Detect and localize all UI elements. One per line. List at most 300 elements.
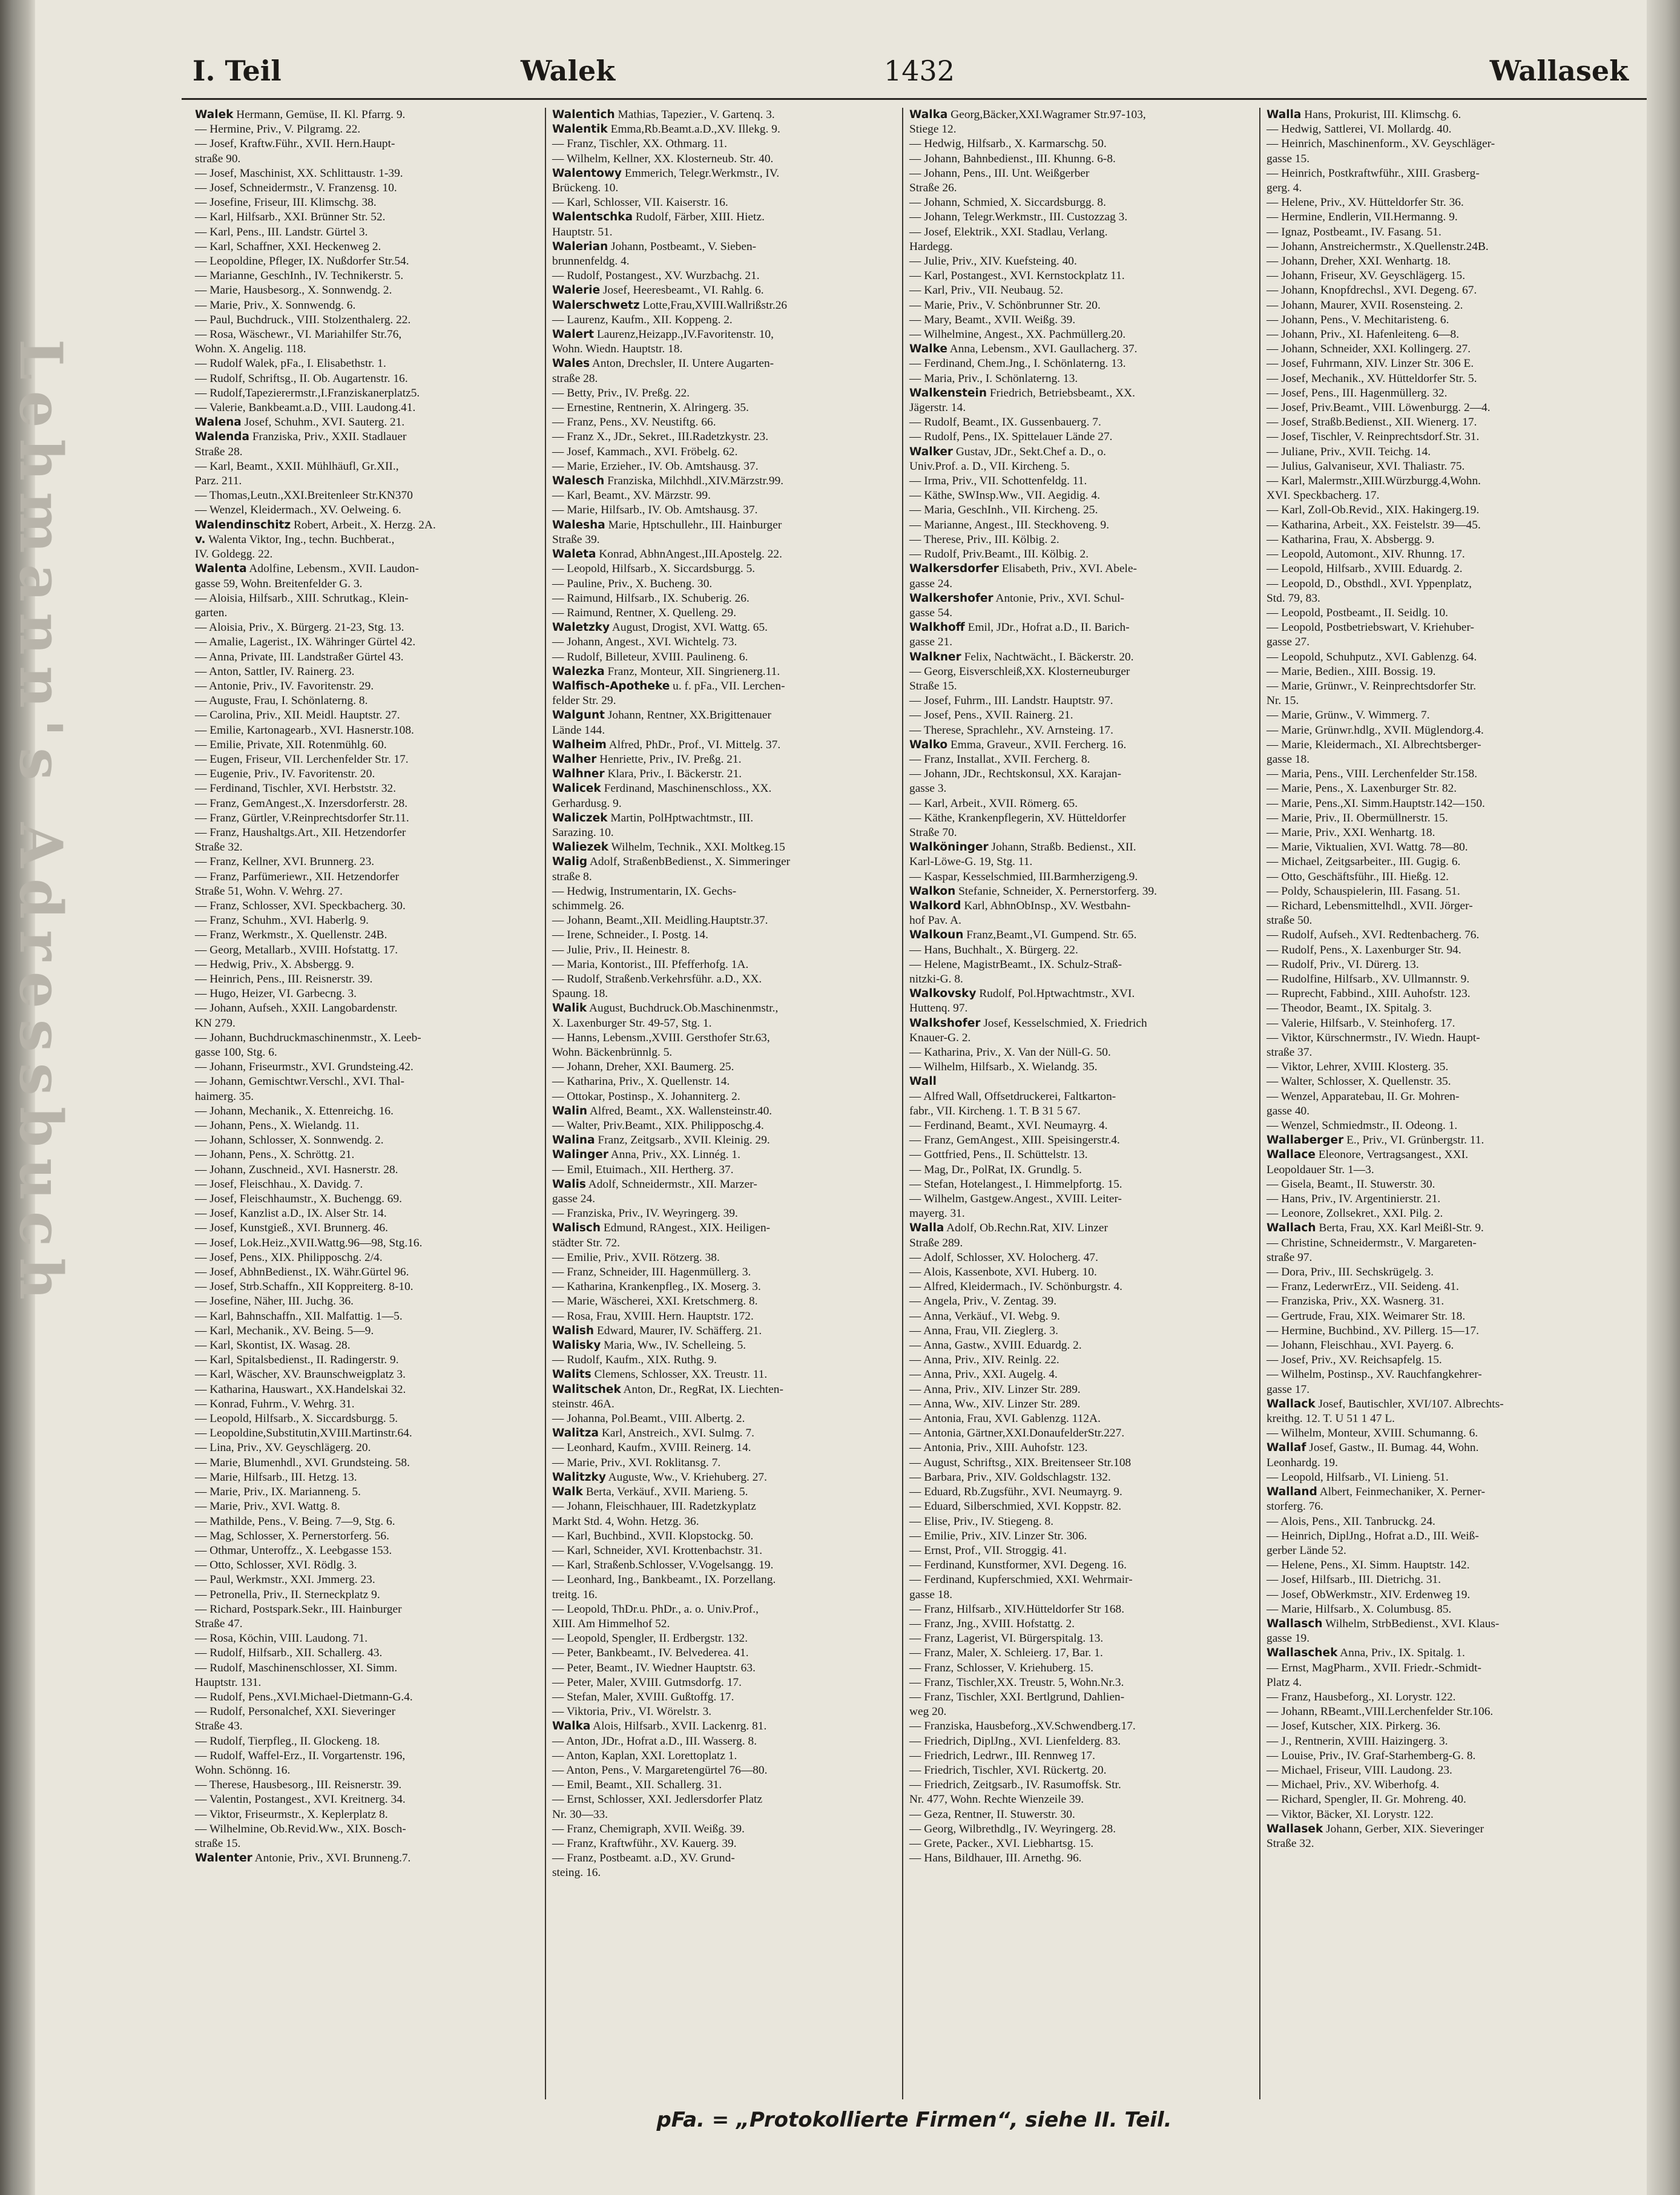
directory-entry: — Anna, Verkäuf., VI. Webg. 9. [909,1309,1060,1323]
directory-entry: Walitschek Anton, Dr., RegRat, IX. Liechten- [552,1383,783,1396]
page-edge [1647,0,1680,2195]
directory-entry: — Alfred Wall, Offsetdruckerei, Faltkarton- [909,1090,1116,1103]
directory-entry: Straße 32. [195,841,243,854]
directory-entry: Platz 4. [1267,1676,1302,1689]
directory-entry: — Josef, Lok.Heiz.,XVII.Wattg.96—98, Stg.16. [195,1236,423,1249]
directory-entry: Walin Alfred, Beamt., XX. Wallensteinstr.40. [552,1104,772,1117]
directory-entry: — Johann, Mechanik., X. Ettenreichg. 16. [195,1104,394,1117]
directory-entry: Walits Clemens, Schlosser, XX. Treustr. 11. [552,1368,768,1381]
directory-entry: — Leopold, Hilfsarb., X. Siccardsburgg. 5. [195,1412,398,1426]
directory-entry: — Karl, Schaffner, XXI. Heckenweg 2. [195,240,381,253]
directory-entry: — Anton, Kaplan, XXI. Lorettoplatz 1. [552,1749,737,1762]
directory-entry: — Franz, Installat., XVII. Fercherg. 8. [909,752,1090,766]
directory-entry: — Franz, Schneider, III. Hagenmüllerg. 3. [552,1266,751,1279]
directory-entry: — Julie, Priv., II. Heinestr. 8. [552,943,690,956]
directory-entry: Walhner Klara, Priv., I. Bäckerstr. 21. [552,768,742,781]
directory-entry: Walenta Adolfine, Lebensm., XVII. Laudon- [195,562,419,576]
directory-entry: — Karl, Bahnschaffn., XII. Malfattig. 1—5. [195,1309,403,1323]
directory-entry: — Mag, Schlosser, X. Pernerstorferg. 56. [195,1529,389,1542]
directory-entry: — Marie, Erzieher., IV. Ob. Amtshausg. 37. [552,459,759,473]
directory-entry: schimmelg. 26. [552,899,625,912]
directory-entry: — Barbara, Priv., XIV. Goldschlagstr. 132. [909,1470,1111,1484]
directory-entry: Karl-Löwe-G. 19, Stg. 11. [909,855,1033,869]
directory-entry: — Valerie, Bankbeamt.a.D., VIII. Laudong.41. [195,401,416,415]
directory-entry: — Josef, Hilfsarb., III. Dietrichg. 31. [1267,1573,1441,1587]
directory-entry: — Josef, Fuhrmann, XIV. Linzer Str. 306 E. [1267,357,1474,370]
directory-entry: — Stefan, Maler, XVIII. Gußtoffg. 17. [552,1690,734,1703]
directory-entry: Gerhardusg. 9. [552,797,622,810]
directory-entry: städter Str. 72. [552,1236,621,1249]
directory-entry: — Louise, Priv., IV. Graf-Starhemberg-G. 8. [1267,1749,1476,1762]
directory-entry: Straße 39. [552,533,600,546]
directory-entry: — Josef, Fleischhaumstr., X. Buchengg. 69. [195,1193,402,1206]
directory-entry: — Betty, Priv., IV. Preßg. 22. [552,386,690,400]
directory-entry: — Johann, Gemischtwr.Verschl., XVI. Thal- [195,1075,404,1088]
directory-entry: — Karl, Postangest., XVI. Kernstockplatz 11. [909,269,1125,283]
directory-entry: — Hedwig, Instrumentarin, IX. Gechs- [552,884,737,898]
directory-entry: Walenter Antonie, Priv., XVI. Brunneng.7. [195,1852,411,1865]
directory-entry: Brückeng. 10. [552,182,619,195]
directory-entry: — Franz, Pens., XV. Neustiftg. 66. [552,416,716,429]
directory-entry: gasse 24. [909,577,953,590]
directory-entry: — Käthe, Krankenpflegerin, XV. Hütteldorfer [909,811,1126,824]
directory-entry: — Josef, Kutscher, XIX. Pirkerg. 36. [1267,1720,1441,1733]
directory-entry: — Franz, Parfümeriewr., XII. Hetzendorfer [195,870,400,883]
directory-entry: — Marie, Hausbesorg., X. Sonnwendg. 2. [195,284,392,297]
directory-entry: — Marie, Priv., X. Sonnwendg. 6. [195,298,356,312]
directory-entry: — Rudolf, Waffel-Erz., II. Vorgartenstr. 196, [195,1749,406,1762]
directory-entry: — Julius, Galvaniseur, XVI. Thaliastr. 75. [1267,459,1465,473]
column-1 [195,108,538,2093]
directory-entry: — Kaspar, Kesselschmied, III.Barmherzigeng.9. [909,870,1138,883]
directory-entry: — Käthe, SWInsp.Ww., VII. Aegidig. 4. [909,489,1101,502]
directory-entry: — Johann, Pens., V. Mechitaristeng. 6. [1267,313,1449,326]
directory-entry: Walenda Franziska, Priv., XXII. Stadlauer [195,430,407,444]
directory-entry: — Johann, Dreher, XXI. Baumerg. 25. [552,1061,734,1074]
directory-entry: — J., Rentnerin, XVIII. Haizingerg. 3. [1267,1734,1448,1748]
directory-entry: Walher Henriette, Priv., IV. Preßg. 21. [552,752,742,766]
directory-entry: — Ernst, Prof., VII. Stroggig. 41. [909,1544,1067,1557]
directory-entry: — Karl, Beamt., XV. Märzstr. 99. [552,489,711,502]
directory-entry: — Rudolf, Priv., VI. Dürerg. 13. [1267,958,1419,971]
directory-entry: — Franz, GemAngest., XIII. Speisingerstr.4. [909,1134,1120,1147]
directory-entry: — Michael, Priv., XV. Wiberhofg. 4. [1267,1779,1440,1792]
directory-entry: Walek Hermann, Gemüse, II. Kl. Pfarrg. 9. [195,108,406,121]
directory-entry: Walert Laurenz,Heizapp.,IV.Favoritenstr. 10, [552,328,774,341]
directory-entry: — Franz, Hausbeforg., XI. Lorystr. 122. [1267,1690,1456,1703]
directory-entry: — Johann, Telegr.Werkmstr., III. Custozzag 3. [909,211,1128,224]
page-number: 1432 [884,54,955,87]
directory-entry: Wallaschek Anna, Priv., IX. Spitalg. 1. [1267,1647,1465,1660]
directory-entry: — Karl, Priv., VII. Neubaug. 52. [909,284,1064,297]
directory-entry: — Antonia, Gärtner,XXI.DonaufelderStr.227. [909,1427,1125,1440]
directory-entry: Walitza Karl, Anstreich., XVI. Sulmg. 7. [552,1427,754,1440]
directory-entry: — Anton, Pens., V. Margaretengürtel 76—80. [552,1763,768,1777]
directory-entry: — Johann, Friseurmstr., XVI. Grundsteing.42. [195,1061,413,1074]
directory-entry: — Eduard, Silberschmied, XVI. Koppstr. 82. [909,1500,1122,1513]
directory-entry: — Katharina, Priv., X. Quellenstr. 14. [552,1075,730,1088]
directory-entry: — Hermine, Endlerin, VII.Hermanng. 9. [1267,211,1458,224]
directory-entry: — Johann, Beamt.,XII. Meidling.Hauptstr.37. [552,914,768,927]
directory-entry: — Josefine, Friseur, III. Klimschg. 38. [195,196,377,209]
directory-entry: — Karl, Beamt., XXII. Mühlhäufl, Gr.XII., [195,459,399,473]
directory-entry: Wales Anton, Drechsler, II. Untere Augarten- [552,357,774,370]
directory-entry: — Paul, Buchdruck., VIII. Stolzenthalerg. 22. [195,313,411,326]
directory-entry: — Hanns, Lebensm.,XVIII. Gersthofer Str.63, [552,1031,770,1044]
directory-entry: — Raimund, Rentner, X. Quelleng. 29. [552,606,737,619]
directory-entry: — Franz, Chemigraph, XVII. Weißg. 39. [552,1822,745,1835]
directory-entry: Wall [909,1075,937,1088]
directory-entry: — Marie, Hilfsarb., IV. Ob. Amtshausg. 37. [552,504,758,517]
directory-entry: — Paul, Werkmstr., XXI. Jmmerg. 23. [195,1573,375,1587]
directory-entry: — Michael, Zeitgsarbeiter., III. Gugig. 6. [1267,855,1461,869]
directory-entry: Walheim Alfred, PhDr., Prof., VI. Mittelg. 37. [552,738,781,751]
directory-entry: — Rudolf, Beamt., IX. Gussenbauerg. 7. [909,416,1101,429]
directory-entry: — Richard, Spengler, II. Gr. Mohreng. 40. [1267,1793,1466,1806]
directory-entry: — Rudolf, Pens., X. Laxenburger Str. 94. [1267,943,1461,956]
directory-entry: Nr. 30—33. [552,1808,608,1821]
directory-entry: — Julie, Priv., XIV. Kuefsteing. 40. [909,255,1077,268]
directory-entry: — Josef, Schneidermstr., V. Franzensg. 10. [195,182,397,195]
directory-entry: — Peter, Bankbeamt., IV. Belvederea. 41. [552,1647,749,1660]
directory-entry: Walig Adolf, StraßenbBedienst., X. Simmeringer [552,855,791,869]
directory-entry: — Josef, Kunstgieß., XVI. Brunnerg. 46. [195,1222,389,1235]
directory-entry: — Theodor, Beamt., IX. Spitalg. 3. [1267,1002,1432,1015]
directory-entry: — Konrad, Fuhrm., V. Wehrg. 31. [195,1397,355,1410]
directory-entry: gasse 19. [1267,1632,1310,1645]
directory-entry: — Josef, Pens., III. Hagenmüllerg. 32. [1267,386,1448,400]
directory-entry: — Marie, Grünw., V. Wimmerg. 7. [1267,709,1430,722]
directory-entry: — Karl, Hilfsarb., XXI. Brünner Str. 52. [195,211,386,224]
directory-entry: — Petronella, Priv., II. Sterneckplatz 9. [195,1588,380,1601]
directory-entry: — Marie, Priv., XXI. Wenhartg. 18. [1267,826,1435,839]
directory-entry: Walitzky Auguste, Ww., V. Kriehuberg. 27. [552,1470,767,1484]
directory-entry: Walkersdorfer Elisabeth, Priv., XVI. Abele- [909,562,1138,576]
directory-entry: — Walter, Schlosser, X. Quellenstr. 35. [1267,1075,1451,1088]
directory-entry: — Marie, Viktualien, XVI. Wattg. 78—80. [1267,841,1468,854]
directory-entry: — Marie, Grünwr., V. Reinprechtsdorfer Str. [1267,679,1477,693]
directory-entry: Leopoldauer Str. 1—3. [1267,1163,1374,1176]
directory-entry: — Anna, Priv., XXI. Augelg. 4. [909,1368,1058,1381]
directory-page [182,54,1647,2161]
directory-entry: — Helene, Priv., XV. Hütteldorfer Str. 36. [1267,196,1464,209]
directory-entry: — Hedwig, Priv., X. Absbergg. 9. [195,958,354,971]
directory-entry: Hauptstr. 51. [552,225,613,239]
directory-entry: — Marie, Blumenhdl., XVI. Grundsteing. 58. [195,1456,410,1469]
directory-entry: — Rosa, Frau, XVIII. Hern. Hauptstr. 172. [552,1309,754,1323]
directory-entry: — Aloisia, Hilfsarb., XIII. Schrutkag., Klein- [195,591,409,605]
header-rule [182,98,1647,100]
directory-entry: — Katharina, Frau, X. Absbergg. 9. [1267,533,1435,546]
directory-entry: — Ferdinand, Kupferschmied, XXI. Wehrmair- [909,1573,1133,1587]
directory-entry: — Karl, Pens., III. Landstr. Gürtel 3. [195,225,368,239]
directory-entry: Walisky Maria, Ww., IV. Schelleing. 5. [552,1339,746,1352]
directory-entry: — Rudolf, Hilfsarb., XII. Schallerg. 43. [195,1647,383,1660]
right-catchword: Wallasek [1489,54,1629,87]
directory-entry: — Heinrich, Postkraftwführ., XIII. Grasberg- [1267,166,1480,180]
directory-entry: — Franz, Tischler,XX. Treustr. 5, Wohn.Nr.3. [909,1676,1124,1689]
directory-entry: — Marie, Priv., IX. Marianneng. 5. [195,1486,361,1499]
directory-entry: Walkershofer Antonie, Priv., XVI. Schul- [909,591,1125,605]
directory-entry: IV. Goldegg. 22. [195,548,273,561]
directory-entry: gasse 15. [1267,152,1310,165]
directory-entry: — Johann, JDr., Rechtskonsul, XX. Karajan- [909,768,1122,781]
directory-entry: — Antonia, Priv., XIII. Auhofstr. 123. [909,1441,1088,1455]
directory-entry: — Johann, Angest., XVI. Wichtelg. 73. [552,636,737,649]
directory-entry: — Ferdinand, Kunstformer, XVI. Degeng. 16. [909,1559,1127,1572]
directory-entry: v. Walenta Viktor, Ing., techn. Buchberat., [195,533,395,546]
directory-entry: — Katharina, Hauswart., XX.Handelskai 32. [195,1383,406,1396]
directory-entry: Waletzky August, Drogist, XVI. Wattg. 65. [552,621,768,634]
directory-entry: — Gertrude, Frau, XIX. Weimarer Str. 18. [1267,1309,1466,1323]
column-3 [909,108,1252,2093]
directory-entry: — Rudolf, Pens., IX. Spittelauer Lände 27. [909,430,1113,444]
directory-entry: Waliczek Martin, PolHptwachtmstr., III. [552,811,754,824]
directory-entry: — Karl, Mechanik., XV. Being. 5—9. [195,1324,374,1337]
directory-entry: — Viktor, Lehrer, XVIII. Klosterg. 35. [1267,1061,1449,1074]
directory-entry: — Franz, Schuhm., XVI. Haberlg. 9. [195,914,369,927]
directory-entry: Univ.Prof. a. D., VII. Kircheng. 5. [909,459,1070,473]
directory-entry: — Peter, Maler, XVIII. Gutmsdorfg. 17. [552,1676,742,1689]
directory-entry: — Anton, Sattler, IV. Rainerg. 23. [195,665,355,678]
directory-entry: — Johann, Schmied, X. Siccardsburgg. 8. [909,196,1106,209]
directory-entry: — Alfred, Kleidermach., IV. Schönburgstr. 4. [909,1280,1123,1294]
directory-entry: — Josef, Priv., XV. Reichsapfelg. 15. [1267,1354,1442,1367]
directory-entry: — Richard, Lebensmittelhdl., XVII. Jörger- [1267,899,1473,912]
directory-entry: — Leopold, Schuhputz., XVI. Gablenzg. 64. [1267,650,1477,663]
directory-entry: — Rudolf, Pens.,XVI.Michael-Dietmann-G.4. [195,1690,413,1703]
directory-entry: — Friedrich, Zeitgsarb., IV. Rasumoffsk. Str. [909,1779,1121,1792]
directory-entry: Wohn. Schönng. 16. [195,1763,291,1777]
column-divider [902,108,903,2099]
directory-entry: haimerg. 35. [195,1090,254,1103]
directory-entry: — Wilhelmine, Ob.Revid.Ww., XIX. Bosch- [195,1822,406,1835]
directory-entry: — Michael, Friseur, VIII. Laudong. 23. [1267,1763,1452,1777]
directory-entry: — Rudolfine, Hilfsarb., XV. Ullmannstr. 9. [1267,972,1470,986]
directory-entry: — Hans, Bildhauer, III. Arnethg. 96. [909,1852,1082,1865]
directory-entry: — Rudolf Walek, pFa., I. Elisabethstr. 1. [195,357,386,370]
directory-entry: — Josef, AbhnBedienst., IX. Währ.Gürtel 96. [195,1266,409,1279]
directory-entry: — Rudolf, Billeteur, XVIII. Paulineng. 6. [552,650,748,663]
directory-entry: — Leonhard, Kaufm., XVIII. Reinerg. 14. [552,1441,751,1455]
directory-entry: — Marie, Hilfsarb., III. Hetzg. 13. [195,1470,357,1484]
directory-entry: — Marie, Bedien., XIII. Bossig. 19. [1267,665,1436,678]
directory-entry: straße 15. [195,1837,241,1850]
directory-entry: Straße 70. [909,826,957,839]
column-divider [1259,108,1260,2099]
directory-entry: — Leopold, Postbeamt., II. Seidlg. 10. [1267,606,1448,619]
directory-entry: — Wilhelm, Gastgew.Angest., XVIII. Leiter- [909,1193,1122,1206]
directory-entry: — Antonie, Priv., IV. Favoritenstr. 29. [195,679,374,693]
directory-entry: gasse 18. [909,1588,953,1601]
directory-entry: — Anna, Gastw., XVIII. Eduardg. 2. [909,1339,1082,1352]
directory-entry: Walerie Josef, Heeresbeamt., VI. Rahlg. 6. [552,284,764,297]
directory-entry: — Grete, Packer., XVI. Liebhartsg. 15. [909,1837,1094,1850]
directory-entry: Walentich Mathias, Tapezier., V. Gartenq. 3. [552,108,775,121]
directory-entry: gasse 21. [909,636,953,649]
directory-entry: — Emil, Beamt., XII. Schallerg. 31. [552,1779,722,1792]
directory-entry: — Franz, Maler, X. Schleierg. 17, Bar. 1. [909,1647,1103,1660]
directory-entry: — Wilhelm, Kellner, XX. Klosterneub. Str. 40. [552,152,774,165]
directory-entry: — Valerie, Hilfsarb., V. Steinhoferg. 17. [1267,1016,1455,1030]
directory-entry: — Leopoldine, Pfleger, IX. Nußdorfer Str.54. [195,255,409,268]
directory-entry: — Marie, Pens., X. Laxenburger Str. 82. [1267,782,1457,795]
directory-entry: treitg. 16. [552,1588,598,1601]
directory-entry: Walland Albert, Feinmechaniker, X. Perner- [1267,1486,1486,1499]
directory-entry: — Maria, GeschInh., VII. Kircheng. 25. [909,504,1098,517]
directory-entry: — Leonore, Zollsekret., XXI. Pilg. 2. [1267,1207,1443,1220]
directory-entry: weg 20. [909,1705,947,1719]
directory-entry: — Franziska, Priv., IV. Weyringerg. 39. [552,1207,738,1220]
directory-entry: Wallaf Josef, Gastw., II. Bumag. 44, Wohn. [1267,1441,1479,1455]
directory-entry: — Wenzel, Apparatebau, II. Gr. Mohren- [1267,1090,1460,1103]
directory-entry: — Franz, Lagerist, VI. Bürgerspitalg. 13. [909,1632,1104,1645]
directory-entry: — Josef, ObWerkmstr., XIV. Erdenweg 19. [1267,1588,1471,1601]
directory-entry: — Rudolf, Maschinenschlosser, XI. Simm. [195,1661,398,1674]
directory-entry: — Ernst, Schlosser, XXI. Jedlersdorfer Platz [552,1793,763,1806]
directory-entry: garten. [195,606,228,619]
directory-entry: storferg. 76. [1267,1500,1323,1513]
directory-entry: — Johann, Pens., X. Wielandg. 11. [195,1119,360,1133]
directory-entry: — Josef, Kraftw.Führ., XVII. Hern.Haupt- [195,137,395,151]
directory-entry: Straße 26. [909,182,957,195]
directory-entry: — Johann, Knopfdrechsl., XVI. Degeng. 67. [1267,284,1477,297]
directory-entry: Walko Emma, Graveur., XVII. Fercherg. 16. [909,738,1127,751]
directory-entry: — Friedrich, DiplJng., XVI. Lienfelderg. 83. [909,1734,1121,1748]
directory-entry: — Angela, Priv., V. Zentag. 39. [909,1295,1057,1308]
directory-entry: — Hedwig, Hilfsarb., X. Karmarschg. 50. [909,137,1107,151]
directory-entry: — Katharina, Krankenpfleg., IX. Moserg. 3. [552,1280,761,1294]
directory-entry: — Emilie, Priv., XIV. Linzer Str. 306. [909,1529,1087,1542]
directory-entry: — Anna, Frau, VII. Zieglerg. 3. [909,1324,1058,1337]
directory-entry: — Johann, Priv., XI. Hafenleiteng. 6—8. [1267,328,1460,341]
directory-entry: Walkovsky Rudolf, Pol.Hptwachtmstr., XVI. [909,987,1135,1001]
directory-entry: Walkshofer Josef, Kesselschmied, X. Friedrich [909,1016,1147,1030]
directory-entry: — Johann, Pens., III. Unt. Weißgerber [909,166,1090,180]
directory-entry: — Leopold, Postbetriebswart, V. Kriehuber- [1267,621,1475,634]
directory-entry: Walka Georg,Bäcker,XXI.Wagramer Str.97-103, [909,108,1146,121]
directory-entry: — Walter, Priv.Beamt., XIX. Philipposchg.4. [552,1119,764,1133]
directory-entry: — Carolina, Priv., XII. Meidl. Hauptstr. 27. [195,709,400,722]
directory-entry: — Gisela, Beamt., II. Stuwerstr. 30. [1267,1177,1435,1191]
directory-entry: Straße 43. [195,1720,243,1733]
directory-entry: — Leopold, Automont., XIV. Rhunng. 17. [1267,548,1465,561]
directory-entry: Std. 79, 83. [1267,591,1320,605]
directory-entry: — Ruprecht, Fabbind., XIII. Auhofstr. 123. [1267,987,1471,1001]
directory-entry: Wallach Berta, Frau, XX. Karl Meißl-Str. 9. [1267,1222,1484,1235]
directory-entry: XIII. Am Himmelhof 52. [552,1617,670,1630]
directory-entry: — Viktoria, Priv., VI. Wörelstr. 3. [552,1705,712,1719]
directory-entry: — Marianne, Angest., III. Steckhoveng. 9. [909,518,1110,531]
directory-entry: — Franz, Gürtler, V.Reinprechtsdorfer Str.11. [195,811,409,824]
directory-entry: — Maria, Pens., VIII. Lerchenfelder Str.158. [1267,768,1478,781]
directory-entry: — Rudolf,Tapezierermstr.,I.Franziskanerplatz5. [195,386,420,400]
directory-entry: Straße 28. [195,445,243,458]
directory-entry: — Anna, Priv., XIV. Linzer Str. 289. [909,1383,1081,1396]
directory-entry: Walka Alois, Hilfsarb., XVII. Lackenrg. 81. [552,1720,767,1733]
directory-entry: X. Laxenburger Str. 49-57, Stg. 1. [552,1016,712,1030]
directory-entry: — Anna, Private, III. Landstraßer Gürtel 43. [195,650,404,663]
directory-entry: Nr. 15. [1267,694,1299,708]
directory-entry: — Pauline, Priv., X. Bucheng. 30. [552,577,713,590]
directory-entry: Wallasch Wilhelm, StrbBedienst., XVI. Klaus- [1267,1617,1500,1630]
directory-entry: Walesch Franziska, Milchhdl.,XIV.Märzstr.99. [552,475,784,488]
directory-entry: — Rudolf, Tierpfleg., II. Glockeng. 18. [195,1734,380,1748]
directory-entry: — Josef, Kammach., XVI. Fröbelg. 62. [552,445,738,458]
directory-entry: — Georg, Metallarb., XVIII. Hofstattg. 17. [195,943,398,956]
directory-entry: — Karl, Zoll-Ob.Revid., XIX. Hakingerg.19. [1267,504,1480,517]
directory-entry: Wohn. Wiedn. Hauptstr. 18. [552,343,683,356]
directory-entry: — Raimund, Hilfsarb., IX. Schuberig. 26. [552,591,749,605]
directory-entry: Walentschka Rudolf, Färber, XIII. Hietz. [552,211,765,224]
directory-entry: gasse 17. [1267,1383,1310,1396]
directory-entry: — Josef, Fleischhau., X. Davidg. 7. [195,1177,363,1191]
directory-entry: kreithg. 12. T. U 51 1 47 L. [1267,1412,1395,1426]
directory-entry: Walkhoff Emil, JDr., Hofrat a.D., II. Barich- [909,621,1130,634]
directory-entry: hof Pav. A. [909,914,961,927]
directory-entry: — Josef, Mechanik., XV. Hütteldorfer Str. 5. [1267,372,1477,385]
directory-entry: Nr. 477, Wohn. Rechte Wienzeile 39. [909,1793,1084,1806]
directory-entry: — Leonhard, Ing., Bankbeamt., IX. Porzellang. [552,1573,776,1587]
directory-entry: — Franz, Werkmstr., X. Quellenstr. 24B. [195,929,387,942]
directory-entry: Walkoun Franz,Beamt.,VI. Gumpend. Str. 65. [909,929,1137,942]
directory-entry: Walish Edward, Maurer, IV. Schäfferg. 21. [552,1324,762,1337]
directory-entry: — Hugo, Heizer, VI. Garbecng. 3. [195,987,357,1001]
directory-entry: — Karl, Schlosser, VII. Kaiserstr. 16. [552,196,728,209]
directory-entry: — Hedwig, Sattlerei, VI. Mollardg. 40. [1267,123,1452,136]
directory-entry: — Laurenz, Kaufm., XII. Koppeng. 2. [552,313,733,326]
directory-entry: — Franz, Tischler, XXI. Bertlgrund, Dahlien- [909,1690,1125,1703]
directory-entry: — Franz, LederwrErz., VII. Seideng. 41. [1267,1280,1459,1294]
directory-entry: Walker Gustav, JDr., Sekt.Chef a. D., o. [909,445,1107,458]
directory-entry: gasse 40. [1267,1104,1310,1117]
directory-entry: gasse 3. [909,782,947,795]
directory-entry: — Josef, Elektrik., XXI. Stadlau, Verlang. [909,225,1108,239]
directory-entry: — Hermine, Buchbind., XV. Pillerg. 15—17. [1267,1324,1479,1337]
directory-entry: — Franz, Jng., XVIII. Hofstattg. 2. [909,1617,1075,1630]
directory-entry: Walke Anna, Lebensm., XVI. Gaullacherg. 37. [909,343,1138,356]
directory-entry: Waleta Konrad, AbhnAngest.,III.Apostelg. 22. [552,548,782,561]
directory-entry: — Rosa, Wäschewr., VI. Mariahilfer Str.76, [195,328,402,341]
directory-entry: — Johann, Dreher, XXI. Wenhartg. 18. [1267,255,1451,268]
directory-entry: Walgunt Johann, Rentner, XX.Brigittenauer [552,709,771,722]
directory-entry: Wallack Josef, Bautischler, XVI/107. Albrechts- [1267,1397,1504,1410]
directory-entry: — Irma, Priv., VII. Schottenfeldg. 11. [909,475,1087,488]
directory-entry: — Otto, Schlosser, XVI. Rödlg. 3. [195,1559,357,1572]
directory-entry: Sarazing. 10. [552,826,614,839]
directory-entry: brunnenfeldg. 4. [552,255,630,268]
directory-entry: — Heinrich, Pens., III. Reisnerstr. 39. [195,972,373,986]
directory-entry: — Helene, MagistrBeamt., IX. Schulz-Straß- [909,958,1122,971]
directory-entry: — Maria, Kontorist., III. Pfefferhofg. 1A. [552,958,749,971]
directory-entry: Straße 15. [909,679,957,693]
directory-entry: — Karl, Arbeit., XVII. Römerg. 65. [909,797,1078,810]
directory-entry: Walla Adolf, Ob.Rechn.Rat, XIV. Linzer [909,1222,1108,1235]
directory-entry: — Karl, Buchbind., XVII. Klopstockg. 50. [552,1529,754,1542]
directory-entry: — Franz, Haushaltgs.Art., XII. Hetzendorfer [195,826,406,839]
directory-entry: steinstr. 46A. [552,1397,614,1410]
directory-entry: gerg. 4. [1267,182,1302,195]
directory-entry: Walena Josef, Schuhm., XVI. Sauterg. 21. [195,416,405,429]
directory-entry: — Peter, Beamt., IV. Wiedner Hauptstr. 63. [552,1661,756,1674]
directory-entry: Walerian Johann, Postbeamt., V. Sieben- [552,240,757,253]
directory-entry: — Georg, Wilbrethdlg., IV. Weyringerg. 28. [909,1822,1116,1835]
directory-entry: — Rudolf, Priv.Beamt., III. Kölbig. 2. [909,548,1089,561]
directory-entry: straße 28. [552,372,598,385]
page-footer-note: pFa. = „Protokollierte Firmen“, siehe II. Teil. [656,2108,1172,2132]
directory-entry: — Johann, Buchdruckmaschinenmstr., X. Leeb- [195,1031,421,1044]
directory-entry: — Ferdinand, Tischler, XVI. Herbststr. 32. [195,782,397,795]
